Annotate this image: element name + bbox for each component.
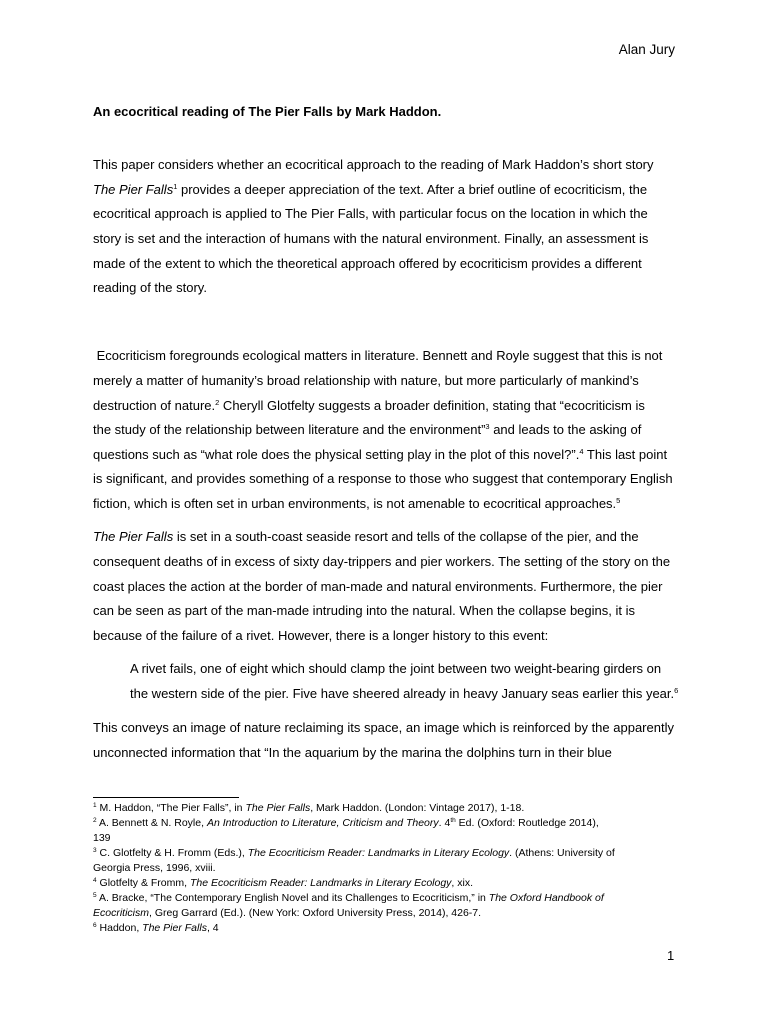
- footnote-5: $^5$ A. Bracke, “The Contemporary English Novel and its Challenges to Ecocriticism,” in The Oxford Handbook of: [93, 892, 604, 904]
- footnote-2-cont: 139: [93, 832, 111, 844]
- footnote-ref[interactable]: 6: [674, 686, 679, 695]
- text-line: The Pier Falls is set in a south-coast seaside resort and tells of the collapse of the pier, and the: [93, 529, 639, 544]
- text-line: reading of the story.: [93, 280, 207, 295]
- text-line: This paper considers whether an ecocritical approach to the reading of Mark Haddon’s short story: [93, 157, 654, 172]
- text-line: destruction of nature.$^2$ Cheryll Glotfelty suggests a broader definition, stating that “ecocriticism is: [93, 398, 645, 413]
- footnote-ref[interactable]: 2: [215, 398, 220, 407]
- text-line: is significant, and provides something of a response to those who suggest that contemporary English: [93, 471, 673, 486]
- text-line: the western side of the pier. Five have sheered already in heavy January seas earlier this year.$^6$: [130, 686, 679, 701]
- text-line: consequent deaths of in excess of sixty day-trippers and pier workers. The setting of the story on the: [93, 554, 671, 569]
- footnote-ref[interactable]: 5: [616, 496, 621, 505]
- text-line: unconnected information that “In the aquarium by the marina the dolphins turn in their blue: [93, 745, 612, 760]
- footnote-2: $^2$ A. Bennett & N. Royle, An Introduction to Literature, Criticism and Theory. 4th Ed. (Oxford: Routledge 2014),: [93, 817, 599, 829]
- text-line: made of the extent to which the theoretical approach offered by ecocriticism provides a different: [93, 256, 642, 271]
- footnote-6: $^6$ Haddon, The Pier Falls, 4: [93, 922, 219, 934]
- text-line: can be seen as part of the man-made intruding into the natural. When the collapse begins, it is: [93, 603, 635, 618]
- page-number: 1: [667, 948, 675, 963]
- footnote-5-cont: Ecocriticism, Greg Garrard (Ed.). (New York: Oxford University Press, 2014), 426-7.: [93, 907, 482, 919]
- footnote-1: $^1$ M. Haddon, “The Pier Falls”, in The Pier Falls, Mark Haddon. (London: Vintage 2017), 1-18.: [93, 802, 525, 814]
- text-line: The Pier Falls$^1$ provides a deeper appreciation of the text. After a brief outline of ecocriticism, the: [93, 182, 648, 197]
- footnote-3-cont: Georgia Press, 1996, xviii.: [93, 862, 216, 874]
- footnote-4: $^4$ Glotfelty & Fromm, The Ecocriticism Reader: Landmarks in Literary Ecology, xix.: [93, 877, 474, 889]
- text-line: This conveys an image of nature reclaiming its space, an image which is reinforced by the apparently: [93, 720, 674, 735]
- footnote-ref[interactable]: 3: [485, 422, 490, 431]
- text-line: questions such as “what role does the physical setting play in the plot of this novel?”.$^4$ This last point: [93, 447, 668, 462]
- text-line: because of the failure of a rivet. However, there is a longer history to this event:: [93, 628, 549, 643]
- footnote-3: $^3$ C. Glotfelty & H. Fromm (Eds.), The Ecocriticism Reader: Landmarks in Literary Ecology. (Athens: University of: [93, 847, 615, 859]
- text-line: merely a matter of humanity’s broad relationship with nature, but more particularly of mankind’s: [93, 373, 639, 388]
- header-author: Alan Jury: [618, 42, 675, 57]
- text-line: fiction, which is often set in urban environments, is not amenable to ecocritical approaches.$^5$: [93, 496, 621, 511]
- text-line: A rivet fails, one of eight which should clamp the joint between two weight-bearing girders on: [130, 661, 662, 676]
- footnote-ref[interactable]: 1: [173, 182, 178, 191]
- footnote-separator: [93, 797, 239, 798]
- text-line: story is set and the interaction of humans with the natural environment. Finally, an assessment is: [93, 231, 649, 246]
- text-line: the study of the relationship between literature and the environment”$^3$ and leads to the asking of: [93, 422, 642, 437]
- text-line: Ecocriticism foregrounds ecological matters in literature. Bennett and Royle suggest that this is not: [93, 348, 663, 363]
- text-line: ecocritical approach is applied to The Pier Falls, with particular focus on the location in which the: [93, 206, 648, 221]
- document-title: An ecocritical reading of The Pier Falls by Mark Haddon.: [93, 104, 442, 119]
- footnote-ref[interactable]: 4: [579, 447, 584, 456]
- text-line: coast places the action at the border of man-made and natural environments. Furthermore, the pier: [93, 579, 663, 594]
